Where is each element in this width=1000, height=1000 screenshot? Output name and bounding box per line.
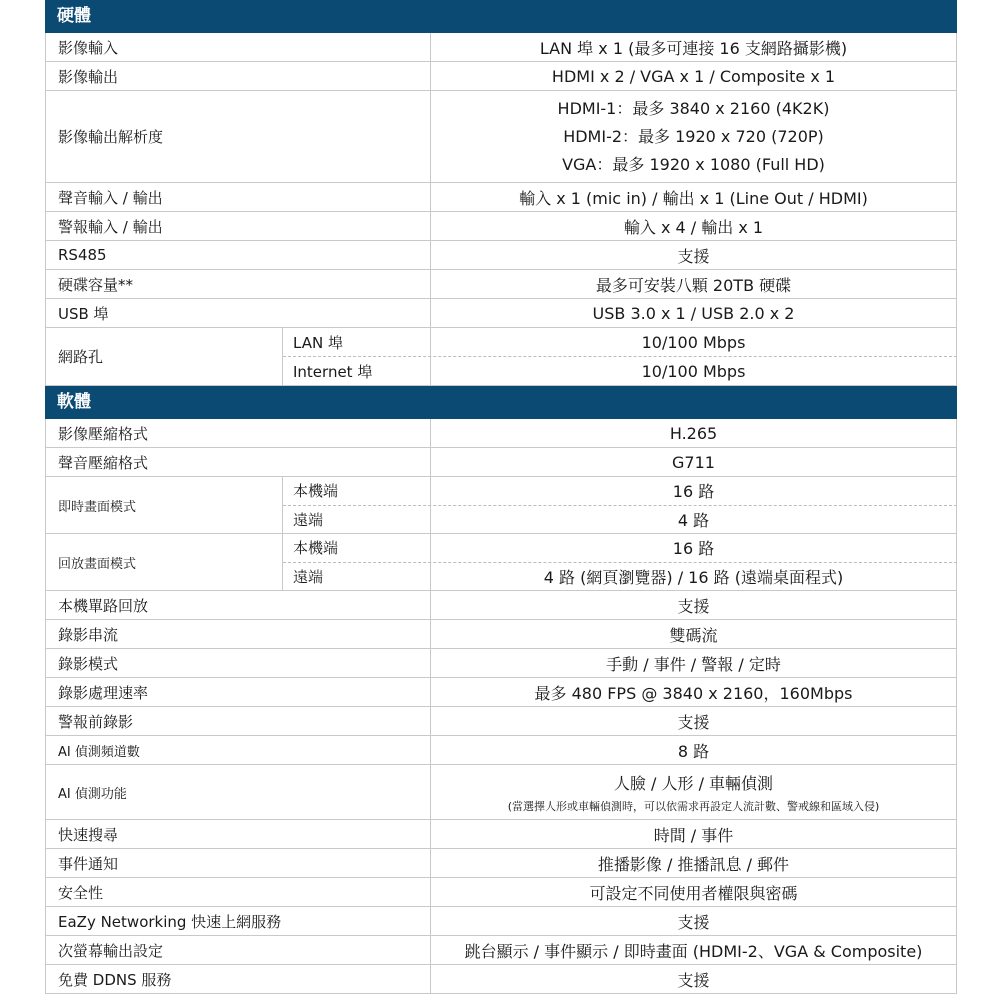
spec-subrow bbox=[283, 477, 957, 506]
spec-value bbox=[431, 765, 957, 819]
spec-label: 網路孔 bbox=[45, 328, 283, 385]
spec-value: 支援 bbox=[431, 591, 957, 619]
spec-label: RS485 bbox=[45, 241, 431, 269]
spec-value: 最多可安裝八顆 20TB 硬碟 bbox=[431, 270, 957, 298]
spec-row-pre-alarm bbox=[45, 707, 957, 736]
spec-row-resolution bbox=[45, 91, 957, 183]
spec-value: 支援 bbox=[431, 965, 957, 993]
spec-value: 16 路 bbox=[431, 534, 957, 562]
spec-value: 推播影像 / 推播訊息 / 郵件 bbox=[431, 849, 957, 877]
spec-row-network bbox=[45, 328, 957, 386]
spec-row-usb bbox=[45, 299, 957, 328]
spec-value: 10/100 Mbps bbox=[431, 357, 957, 385]
spec-value: 時間 / 事件 bbox=[431, 820, 957, 848]
spec-label: 安全性 bbox=[45, 878, 431, 906]
spec-sublabel: 本機端 bbox=[283, 534, 431, 562]
spec-row-eazy bbox=[45, 907, 957, 936]
spec-label: 聲音輸入 / 輸出 bbox=[45, 183, 431, 211]
spec-value: 4 路 bbox=[431, 506, 957, 534]
spec-label: 免費 DDNS 服務 bbox=[45, 965, 431, 993]
spec-row-secondary bbox=[45, 936, 957, 965]
spec-row-live bbox=[45, 477, 957, 534]
spec-value: LAN 埠 x 1 (最多可連接 16 支網路攝影機) bbox=[431, 33, 957, 61]
ai-function-note: (當選擇人形或車輛偵測時，可以依需求再設定人流計數、警戒線和區域入侵) bbox=[507, 799, 880, 813]
spec-value: 4 路 (網頁瀏覽器) / 16 路 (遠端桌面程式) bbox=[431, 563, 957, 591]
spec-subrow bbox=[283, 563, 957, 591]
spec-row-single-playback bbox=[45, 591, 957, 620]
spec-value: 最多 480 FPS @ 3840 x 2160，160Mbps bbox=[431, 678, 957, 706]
spec-label: EaZy Networking 快速上網服務 bbox=[45, 907, 431, 935]
spec-value: H.265 bbox=[431, 419, 957, 447]
spec-row-video-in bbox=[45, 33, 957, 62]
spec-value: 16 路 bbox=[431, 477, 957, 505]
spec-sublabel: 遠端 bbox=[283, 506, 431, 534]
spec-label: 影像輸出解析度 bbox=[45, 91, 431, 182]
spec-label: 警報輸入 / 輸出 bbox=[45, 212, 431, 240]
spec-row-video-comp bbox=[45, 419, 957, 448]
spec-row-playback bbox=[45, 534, 957, 591]
spec-sublabel: 遠端 bbox=[283, 563, 431, 591]
spec-row-hdd bbox=[45, 270, 957, 299]
spec-label: USB 埠 bbox=[45, 299, 431, 327]
spec-label: 即時畫面模式 bbox=[45, 477, 283, 533]
spec-value: 雙碼流 bbox=[431, 620, 957, 648]
spec-value: G711 bbox=[431, 448, 957, 476]
spec-subrow bbox=[283, 506, 957, 534]
spec-row-audio bbox=[45, 183, 957, 212]
resolution-line: VGA：最多 1920 x 1080 (Full HD) bbox=[562, 154, 825, 174]
spec-row-rec-rate bbox=[45, 678, 957, 707]
spec-label: 影像壓縮格式 bbox=[45, 419, 431, 447]
spec-row-alarm bbox=[45, 212, 957, 241]
ai-function-value: 人臉 / 人形 / 車輛偵測 bbox=[613, 773, 774, 793]
spec-label: 影像輸出 bbox=[45, 62, 431, 90]
spec-row-rec-mode bbox=[45, 649, 957, 678]
spec-value: 支援 bbox=[431, 707, 957, 735]
spec-value: 10/100 Mbps bbox=[431, 328, 957, 356]
spec-label: 錄影處理速率 bbox=[45, 678, 431, 706]
spec-label: 警報前錄影 bbox=[45, 707, 431, 735]
spec-sublabel: Internet 埠 bbox=[283, 357, 431, 385]
spec-row-stream bbox=[45, 620, 957, 649]
spec-value: HDMI x 2 / VGA x 1 / Composite x 1 bbox=[431, 62, 957, 90]
spec-row-ai-function bbox=[45, 765, 957, 820]
spec-value bbox=[431, 91, 957, 182]
spec-label: 事件通知 bbox=[45, 849, 431, 877]
spec-label: 回放畫面模式 bbox=[45, 534, 283, 590]
spec-value: 可設定不同使用者權限與密碼 bbox=[431, 878, 957, 906]
spec-subrow bbox=[283, 328, 957, 357]
spec-value: 手動 / 事件 / 警報 / 定時 bbox=[431, 649, 957, 677]
spec-value: 跳台顯示 / 事件顯示 / 即時畫面 (HDMI-2、VGA & Composite) bbox=[431, 936, 957, 964]
spec-row-audio-comp bbox=[45, 448, 957, 477]
spec-label: AI 偵測頻道數 bbox=[45, 736, 431, 764]
spec-row-security bbox=[45, 878, 957, 907]
spec-label: 快速搜尋 bbox=[45, 820, 431, 848]
spec-subrow bbox=[283, 534, 957, 563]
spec-row-rs485 bbox=[45, 241, 957, 270]
spec-sublabel: LAN 埠 bbox=[283, 328, 431, 356]
spec-row-ddns bbox=[45, 965, 957, 994]
spec-table bbox=[45, 0, 957, 994]
spec-label: 錄影串流 bbox=[45, 620, 431, 648]
spec-sublabel: 本機端 bbox=[283, 477, 431, 505]
spec-label: 本機單路回放 bbox=[45, 591, 431, 619]
spec-label: 硬碟容量** bbox=[45, 270, 431, 298]
spec-value: 8 路 bbox=[431, 736, 957, 764]
spec-subrow bbox=[283, 357, 957, 385]
spec-value: 輸入 x 1 (mic in) / 輸出 x 1 (Line Out / HDMI) bbox=[431, 183, 957, 211]
spec-row-search bbox=[45, 820, 957, 849]
spec-label: AI 偵測功能 bbox=[45, 765, 431, 819]
spec-value: 輸入 x 4 / 輸出 x 1 bbox=[431, 212, 957, 240]
spec-value: 支援 bbox=[431, 241, 957, 269]
resolution-line: HDMI-2：最多 1920 x 720 (720P) bbox=[563, 126, 824, 146]
resolution-line: HDMI-1：最多 3840 x 2160 (4K2K) bbox=[557, 98, 830, 118]
spec-label: 次螢幕輸出設定 bbox=[45, 936, 431, 964]
software-header: 軟體 bbox=[45, 386, 957, 419]
spec-label: 聲音壓縮格式 bbox=[45, 448, 431, 476]
spec-row-video-out bbox=[45, 62, 957, 91]
hardware-header: 硬體 bbox=[45, 0, 957, 33]
spec-label: 錄影模式 bbox=[45, 649, 431, 677]
spec-label: 影像輸入 bbox=[45, 33, 431, 61]
spec-row-ai-channels bbox=[45, 736, 957, 765]
spec-value: USB 3.0 x 1 / USB 2.0 x 2 bbox=[431, 299, 957, 327]
spec-row-notify bbox=[45, 849, 957, 878]
spec-value: 支援 bbox=[431, 907, 957, 935]
